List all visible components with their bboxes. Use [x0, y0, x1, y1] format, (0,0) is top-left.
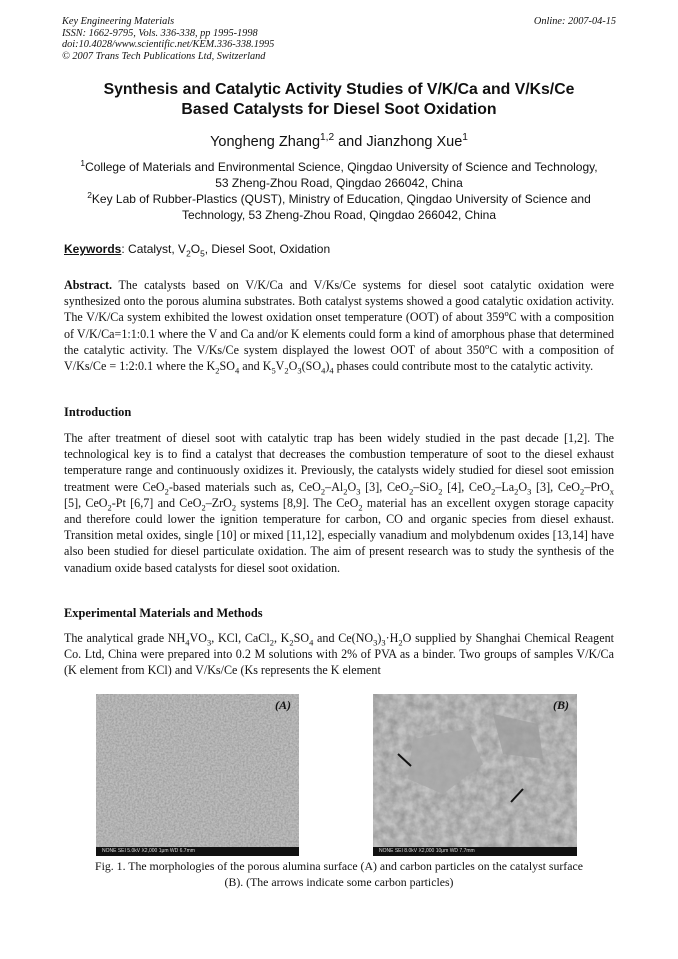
subscript: 2: [269, 637, 274, 648]
figure-b-label: (B): [553, 698, 569, 712]
doi-line: doi:10.4028/www.scientific.net/KEM.336-338.1995: [62, 39, 275, 51]
body-text: SO: [293, 631, 310, 645]
abstract-text: The catalysts based on V/K/Ca and V/Ks/Ce systems for diesel soot catalytic oxidation were synthesized onto the porous alumina substrates. Both catalyst systems showed a good catalytic oxidation activity. The V/K/Ca system exhibited the lowest oxidation onset temperature (OOT) of about 359: [64, 278, 614, 325]
affiliation-2: [50, 192, 628, 223]
body-text: O supplied by Shanghai Chemical Reagent Co. Ltd, China were prepared into 0.2 M solutions with 2% of PVA as a binder. Two groups of samples V/K/Ca (K element from KCl) and V/Ks/Ce (Ks represents the K element: [64, 631, 614, 678]
online-date: Online: 2007-04-15: [533, 16, 616, 27]
abstract-text: ): [325, 359, 330, 374]
figure-b-scalebar-text: NONE SEI 8.0kV X2,000 10μm WD 7.7mm: [379, 848, 475, 854]
subscript: 3: [356, 486, 361, 497]
degree-mark: o: [484, 340, 490, 351]
keywords-colon: :: [121, 242, 125, 256]
body-text: , K: [273, 631, 290, 645]
subscript: 2: [289, 637, 294, 648]
journal-header: [62, 16, 274, 62]
keywords-text: O: [190, 242, 201, 256]
author-conjunction: and: [334, 134, 367, 150]
subscript: 2: [491, 486, 496, 497]
subscript: x: [609, 486, 615, 497]
body-text: ·H: [385, 631, 399, 645]
body-text: VO: [189, 631, 207, 645]
body-text: –Al: [325, 479, 344, 494]
subscript: 5: [271, 365, 276, 376]
subscript: 2: [358, 502, 363, 513]
body-text: [3], CeO: [531, 479, 580, 494]
abstract-text: SO: [219, 359, 235, 374]
copyright-line: © 2007 Trans Tech Publications Ltd, Switzerland: [62, 50, 266, 62]
figure-a-scalebar-text: NONE SEI 5.0kV X2,000 1μm WD 6.7mm: [102, 848, 195, 854]
subscript: 3: [381, 637, 386, 648]
abstract-text: O: [288, 359, 298, 374]
body-text: -based materials such as, CeO: [168, 479, 321, 494]
author-2-affiliation-mark: 1: [462, 132, 468, 144]
subscript: 2: [201, 502, 206, 513]
subscript: 2: [107, 502, 112, 513]
body-text: O: [518, 479, 528, 494]
abstract-text: (SO: [301, 359, 322, 374]
figure-b-scalebar: [373, 847, 577, 856]
subscript: 4: [185, 637, 190, 648]
body-text: –ZrO: [205, 495, 232, 510]
experimental-heading: Experimental Materials and Methods: [64, 606, 263, 620]
body-text: , KCl, CaCl: [211, 631, 270, 645]
body-text: –La: [495, 479, 515, 494]
issn-line: ISSN: 1662-9795, Vols. 336-338, pp 1995-1998: [62, 27, 258, 39]
figure-a-scalebar: [96, 847, 299, 856]
abstract-text: C with a composition of V/Ks/Ce = 1:2:0.1 where the K: [64, 342, 614, 374]
subscript: 4: [309, 637, 314, 648]
keywords-label: Keywords: [64, 242, 122, 256]
title-line-1: Synthesis and Catalytic Activity Studies of V/K/Ca and V/Ks/Ce: [103, 81, 575, 98]
affiliation-1-line-1: College of Materials and Environmental Science, Qingdao University of Science and Technology,: [85, 160, 598, 174]
body-text: [3], CeO: [360, 479, 410, 494]
affiliation-1-mark: 1: [80, 158, 86, 168]
abstract-label: Abstract.: [64, 278, 113, 292]
subscript: 2: [164, 486, 169, 497]
caption-line-1: Fig. 1. The morphologies of the porous alumina surface (A) and carbon particles on the catalyst surface: [95, 859, 583, 873]
experimental-body: [64, 630, 614, 679]
body-text: O: [347, 479, 357, 494]
subscript: 2: [438, 486, 443, 497]
subscript: 2: [580, 486, 585, 497]
affiliation-1: [50, 160, 628, 191]
subscript: 3: [373, 637, 378, 648]
affiliation-2-line-1: Key Lab of Rubber-Plastics (QUST), Ministry of Education, Qingdao University of Science and: [91, 192, 591, 206]
author-list: [40, 133, 638, 151]
abstract-text: phases could contribute most to the catalytic activity.: [333, 359, 594, 374]
subscript: 3: [527, 486, 532, 497]
author-2: Jianzhong Xue: [366, 134, 463, 150]
figure-b-sem-image: [373, 694, 577, 856]
keywords: [64, 241, 624, 257]
keywords-text: , Diesel Soot, Oxidation: [204, 242, 331, 256]
introduction-body: [64, 430, 614, 576]
keywords-text: Catalyst, V: [124, 242, 187, 256]
subscript: 2: [215, 365, 220, 376]
subscript: 4: [321, 365, 326, 376]
body-text: [5], CeO: [64, 495, 108, 510]
sem-texture-a: [96, 694, 299, 847]
author-1-affiliation-mark: 1,2: [320, 132, 335, 144]
abstract: [64, 277, 614, 374]
subscript: 2: [398, 637, 403, 648]
subscript: 2: [320, 486, 326, 497]
subscript: 2: [409, 486, 414, 497]
body-text: -Pt [6,7] and CeO: [111, 495, 202, 510]
sem-texture-b: [373, 694, 577, 847]
abstract-text: V: [275, 359, 285, 374]
subscript: 2: [231, 502, 237, 513]
affiliation-1-line-2: 53 Zheng-Zhou Road, Qingdao 266042, China: [215, 175, 463, 190]
keywords-sub: 5: [200, 248, 205, 259]
body-text: The analytical grade NH: [64, 631, 186, 645]
subscript: 3: [297, 365, 302, 376]
body-text: The after treatment of diesel soot with catalytic trap has been widely studied in the past decade [1,2]. The technological key is to find a catalyst that decreases the combustion temperature of soot to the diesel exhaust temperature range and continuously oxidizes it. Previously, the catalysts widely studied for diesel soot emission treatment were CeO: [64, 431, 614, 494]
body-text: systems [8,9]. The CeO: [236, 495, 359, 510]
figure-caption: [50, 858, 628, 890]
body-text: [4], CeO: [442, 479, 492, 494]
subscript: 2: [514, 486, 519, 497]
body-text: –PrO: [584, 479, 610, 494]
author-1: Yongheng Zhang: [210, 134, 321, 150]
subscript: 4: [329, 365, 334, 376]
title-line-2: Based Catalysts for Diesel Soot Oxidation: [181, 101, 497, 118]
introduction-heading: Introduction: [64, 405, 132, 419]
subscript: 3: [206, 637, 212, 648]
figure-a-sem-image: [96, 694, 299, 856]
subscript: 4: [234, 365, 240, 376]
affiliation-2-mark: 2: [87, 190, 92, 200]
keywords-sub: 2: [186, 248, 191, 259]
body-text: –SiO: [413, 479, 439, 494]
paper-title: [40, 80, 638, 120]
abstract-text: C with a composition of V/K/Ca=1:1:0.1 where the V and Ca and/or K elements could form a kind of amorphous phase that determined the catalytic activity. The V/Ks/Ce system displayed the lowest OOT of about 350: [64, 310, 614, 357]
caption-line-2: (B). (The arrows indicate some carbon particles): [224, 875, 454, 889]
affiliation-2-line-2: Technology, 53 Zheng-Zhou Road, Qingdao 266042, China: [182, 207, 496, 222]
body-text: and Ce(NO: [313, 631, 374, 645]
subscript: 2: [343, 486, 348, 497]
degree-mark: o: [504, 308, 509, 319]
body-text: material has an excellent oxygen storage capacity and therefore could lower the ignition temperature for carbon, CO and organic species from diesel exhaust. Transition metal oxides, single [10] or mixed [11,12], especially vanadium and molybdenum oxides [13,14] have also been studied for diesel particulate oxidation. The aim of present research was to study the synthesis of the vanadium oxide based catalysts for diesel soot oxidation.: [64, 495, 614, 575]
subscript: 2: [284, 365, 289, 376]
abstract-text: and K: [239, 359, 272, 374]
journal-name: Key Engineering Materials: [62, 16, 175, 27]
body-text: ): [377, 631, 382, 645]
figure-a-label: (A): [275, 698, 291, 712]
